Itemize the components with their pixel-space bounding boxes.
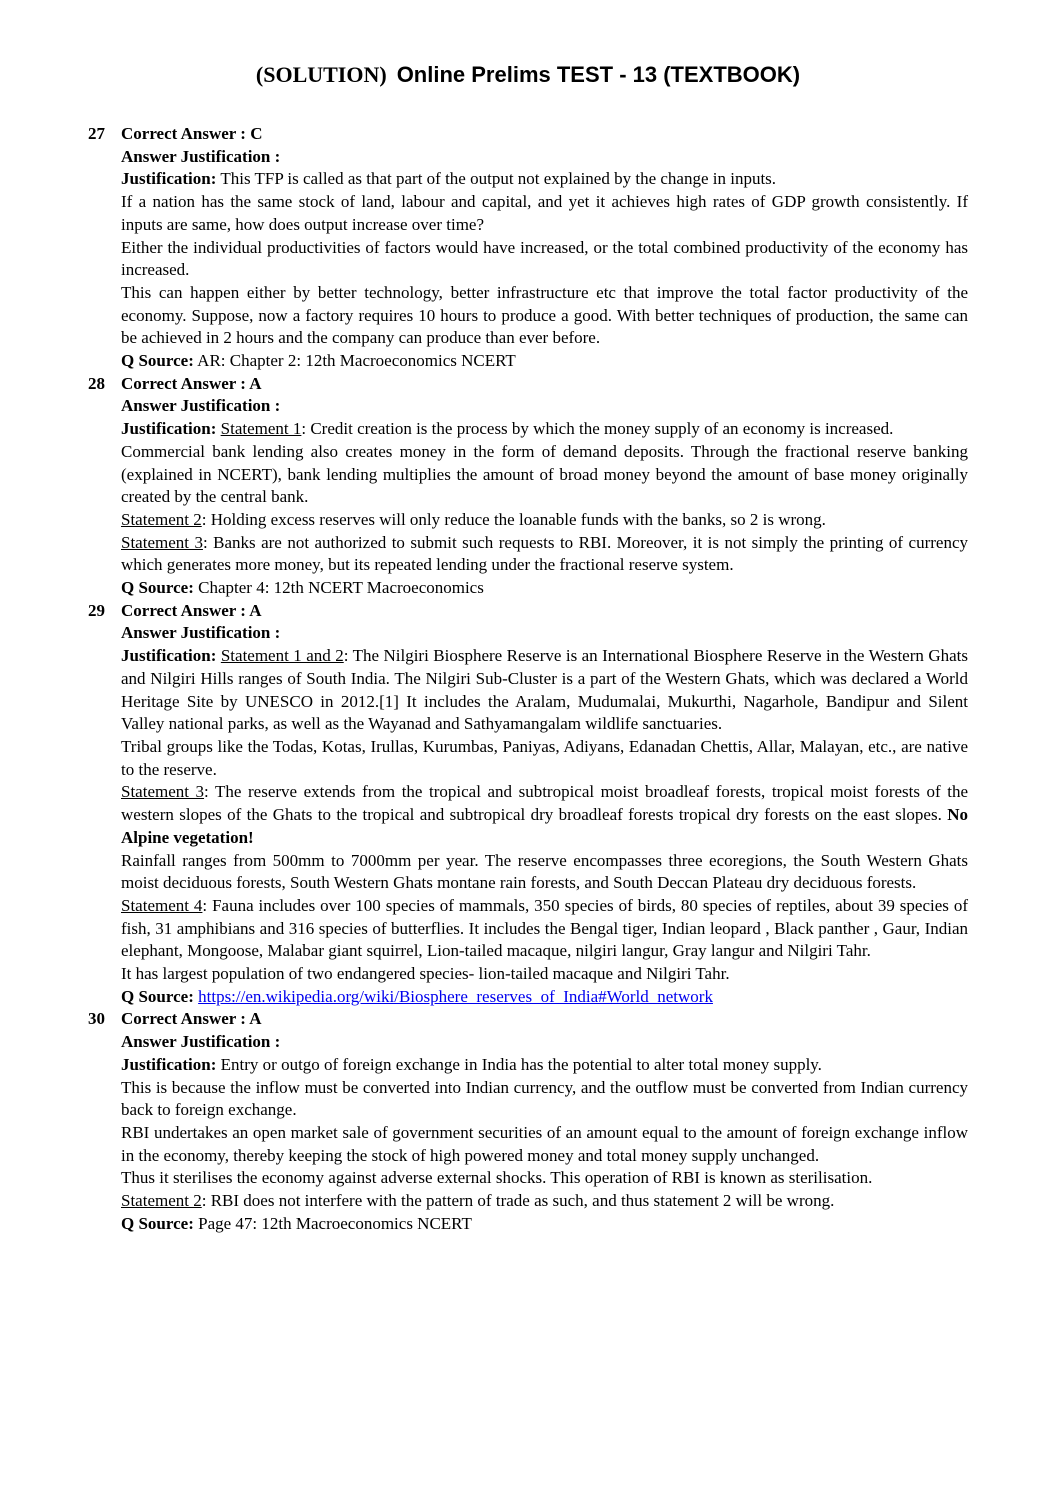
question-number: 28 [88, 373, 105, 393]
correct-answer-line: Correct Answer : C [121, 124, 263, 143]
question-number: 29 [88, 600, 105, 620]
text-run: Justification: [121, 646, 217, 666]
text-run: Statement 1 [220, 419, 302, 439]
justification-paragraph [121, 1190, 968, 1213]
justification-paragraph [121, 1054, 968, 1077]
question-block-28 [88, 373, 968, 600]
text-run: Statement 1 and 2 [220, 646, 344, 666]
justification-paragraph [121, 1077, 968, 1122]
question-block-29 [88, 600, 968, 1009]
text-run: Statement 4 [121, 895, 203, 915]
question-body [121, 373, 968, 600]
answer-justification-label: Answer Justification : [121, 623, 281, 643]
question-block-30 [88, 1008, 968, 1235]
title-main-label: Online Prelims TEST - 13 (TEXTBOOK) [396, 62, 801, 87]
text-run: Statement 3 [121, 782, 205, 802]
question-block-27 [88, 123, 968, 373]
text-run: Page 47: 12th Macroeconomics NCERT [193, 1213, 472, 1233]
text-run: Statement 3 [121, 532, 203, 552]
text-run: Q Source: [121, 986, 194, 1006]
text-run: This is because the inflow must be converted into Indian currency, and the outflow must be converted from Indian currency back to foreign exchange. [121, 1077, 968, 1120]
justification-paragraph [121, 645, 968, 736]
question-number: 27 [88, 124, 105, 143]
text-run: Q Source: [121, 578, 194, 598]
text-run: Tribal groups like the Todas, Kotas, Irullas, Kurumbas, Paniyas, Adiyans, Edanadan Chettis, Allar, Malayan, etc., are native to the reserve. [121, 736, 968, 779]
text-run: Q Source: [121, 351, 194, 371]
question-body [121, 123, 968, 373]
correct-answer-line: Correct Answer : A [121, 373, 262, 393]
justification-paragraph [121, 736, 968, 781]
justification-paragraph [121, 532, 968, 577]
text-run: AR: Chapter 2: 12th Macroeconomics NCERT [193, 351, 516, 371]
answer-justification-label: Answer Justification : [121, 146, 281, 166]
answer-justification-label: Answer Justification : [121, 396, 281, 416]
text-run: Chapter 4: 12th NCERT Macroeconomics [193, 578, 484, 598]
text-run: Thus it sterilises the economy against adverse external shocks. This operation of RBI is known as sterilisation. [121, 1168, 873, 1188]
justification-paragraph [121, 1122, 968, 1167]
justification-paragraph [121, 895, 968, 963]
justification-paragraph [121, 168, 968, 191]
text-run: It has largest population of two endangered species- lion-tailed macaque and Nilgiri Tahr. [121, 964, 730, 984]
text-run: Commercial bank lending also creates money in the form of demand deposits. Through the fractional reserve banking (explained in NCERT), bank lending multiplies the amount of broad money beyond the amount of base money originally created by the central bank. [121, 441, 968, 507]
correct-answer-line: Correct Answer : A [121, 1009, 262, 1029]
question-number: 30 [88, 1009, 105, 1029]
text-run: : Banks are not authorized to submit such requests to RBI. Moreover, it is not simply the printing of currency which generates more money, but its repeated lending under the fractional reserve system. [121, 532, 968, 575]
justification-paragraph [121, 986, 968, 1009]
justification-paragraph [121, 577, 968, 600]
text-run: No Alpine vegetation! [121, 805, 968, 847]
text-run: Q Source: [121, 1213, 194, 1233]
text-run: This can happen either by better technology, better infrastructure etc that improve the total factor productivity of the economy. Suppose, now a factory requires 10 hours to produce a good. With better techniques of production, the same can be achieved in 2 hours and the company can produce than ever before. [121, 282, 968, 348]
justification-paragraph [121, 509, 968, 532]
text-run: This TFP is called as that part of the output not explained by the change in inputs. [216, 169, 777, 189]
text-run: : RBI does not interfere with the pattern of trade as such, and thus statement 2 will be wrong. [201, 1191, 835, 1211]
justification-paragraph [121, 781, 968, 849]
text-run: Rainfall ranges from 500mm to 7000mm per year. The reserve encompasses three ecoregions, the South Western Ghats moist deciduous forests, South Western Ghats montane rain forests, and South Deccan Plateau dry deciduous forests. [121, 850, 968, 893]
text-run: RBI undertakes an open market sale of government securities of an amount equal to the amount of foreign exchange inflow in the economy, thereby keeping the stock of high powered money and total money supply unchanged. [121, 1122, 968, 1165]
title-solution-label: (SOLUTION) [255, 62, 387, 87]
justification-paragraph [121, 282, 968, 350]
justification-paragraph [121, 350, 968, 373]
text-run: Statement 2 [121, 509, 202, 529]
text-run: Justification: [121, 169, 217, 189]
text-run: If a nation has the same stock of land, labour and capital, and yet it achieves high rates of GDP growth consistently. If inputs are same, how does output increase over time? [121, 192, 968, 234]
justification-paragraph [121, 441, 968, 509]
justification-paragraph [121, 191, 968, 236]
question-body [121, 1008, 968, 1235]
question-body [121, 600, 968, 1009]
source-link[interactable]: https://en.wikipedia.org/wiki/Biosphere_reserves_of_India#World_network [198, 986, 713, 1006]
text-run: : Holding excess reserves will only reduce the loanable funds with the banks, so 2 is wrong. [201, 509, 826, 529]
correct-answer-line: Correct Answer : A [121, 600, 262, 620]
text-run: Entry or outgo of foreign exchange in India has the potential to alter total money supply. [216, 1054, 822, 1074]
text-run: Either the individual productivities of factors would have increased, or the total combined productivity of the economy has increased. [121, 237, 968, 280]
page-title [88, 60, 968, 90]
questions-list [88, 123, 968, 1235]
text-run: : Credit creation is the process by which the money supply of an economy is increased. [301, 419, 894, 439]
answer-justification-label: Answer Justification : [121, 1032, 281, 1052]
text-run: Justification: [121, 419, 217, 439]
justification-paragraph [121, 963, 968, 986]
justification-paragraph [121, 1167, 968, 1190]
text-run: : The Nilgiri Biosphere Reserve is an International Biosphere Reserve in the Western Ghats and Nilgiri Hills ranges of South India. The Nilgiri Sub-Cluster is a part of the Western Ghats, which was declared a World Heritage Site by UNESCO in 2012.[1] It includes the Aralam, Mudumalai, Mukurthi, Nagarhole, Bandipur and Silent Valley national parks, as well as the Wayanad and Sathyamangalam wildlife sanctuaries. [121, 646, 968, 734]
text-run: Statement 2 [121, 1191, 202, 1211]
justification-paragraph [121, 1213, 968, 1236]
text-run: : Fauna includes over 100 species of mammals, 350 species of birds, 80 species of reptiles, about 39 species of fish, 31 amphibians and 316 species of butterflies. It includes the Bengal tiger, Indian leopard , Black panther , Gaur, Indian elephant, Mongoose, Malabar giant squirrel, Lion-tailed macaque, nilgiri langur, Gray langur and Nilgiri Tahr. [121, 895, 968, 961]
justification-paragraph [121, 850, 968, 895]
text-run: : The reserve extends from the tropical and subtropical moist broadleaf forests, tropical moist forests of the western slopes of the Ghats to the tropical and subtropical dry broadleaf forests tropical dry forests on the east slopes. [121, 782, 969, 825]
text-run: Justification: [121, 1054, 217, 1074]
justification-paragraph [121, 237, 968, 282]
justification-paragraph [121, 418, 968, 441]
